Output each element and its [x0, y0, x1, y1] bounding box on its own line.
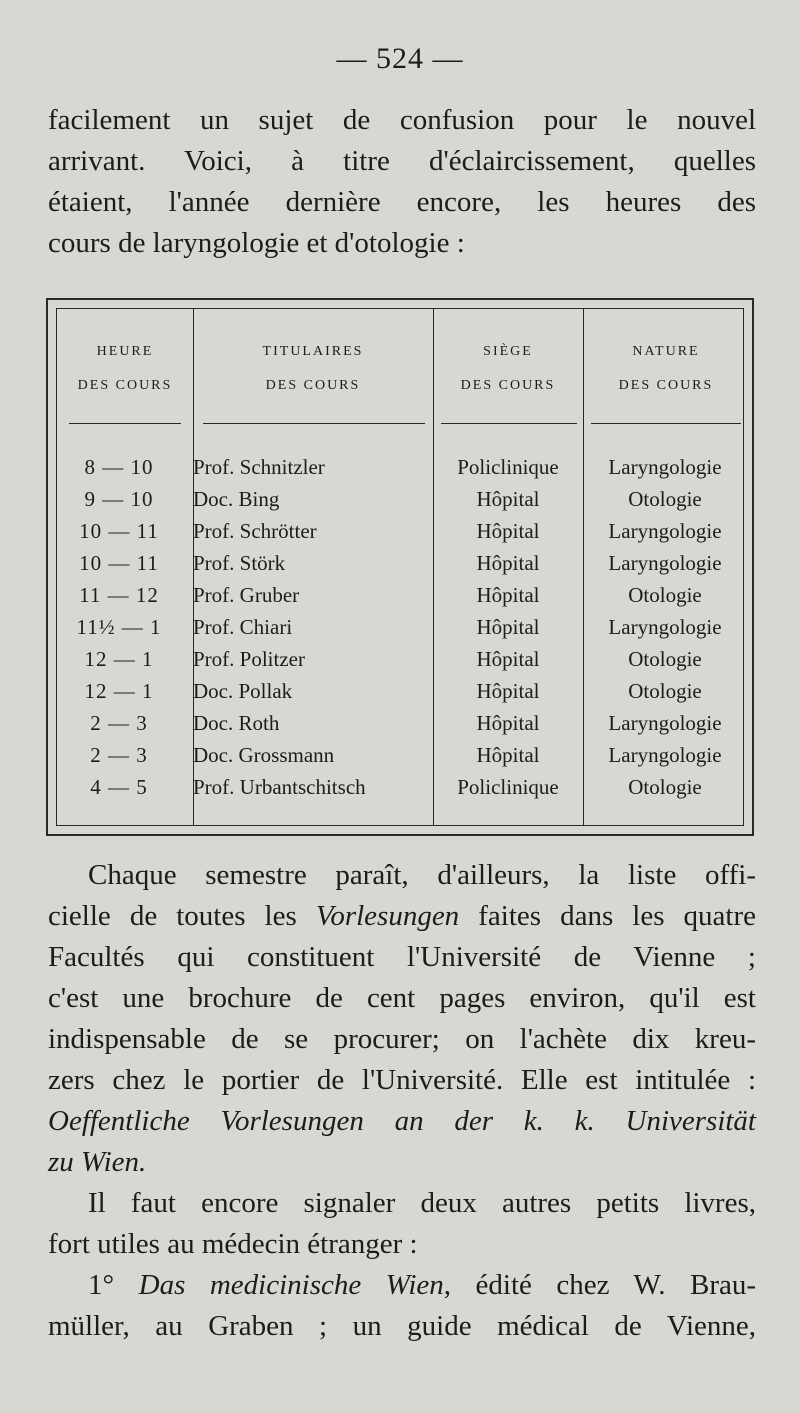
nature-cell: Otologie	[628, 487, 702, 511]
name-cell: Prof. Chiari	[193, 615, 293, 639]
name-cell: Prof. Urbantschitsch	[193, 775, 366, 799]
time-cell: 12 — 1	[84, 679, 154, 703]
text-run: , édité chez W. Brau-	[443, 1269, 757, 1301]
header-rule	[203, 423, 425, 424]
place-cell: Hôpital	[476, 487, 540, 511]
table-inner-border	[56, 308, 744, 826]
place-cell: Hôpital	[476, 743, 540, 767]
header-line: DES COURS	[265, 378, 361, 393]
text-line: Chaque semestre paraît, d'ailleurs, la liste offi-	[88, 859, 756, 891]
name-cell: Prof. Schnitzler	[193, 455, 325, 479]
page-number: — 524 —	[336, 42, 464, 75]
header-line: HEURE	[96, 344, 154, 359]
header-titulaires	[193, 335, 433, 403]
table-row	[57, 451, 749, 483]
header-line: DES COURS	[618, 378, 714, 393]
name-cell: Prof. Schrötter	[193, 519, 317, 543]
name-cell: Prof. Störk	[193, 551, 286, 575]
nature-cell: Laryngologie	[608, 519, 722, 543]
header-line: DES COURS	[460, 378, 556, 393]
table-row	[57, 675, 749, 707]
place-cell: Hôpital	[476, 711, 540, 735]
header-line: TITULAIRES	[262, 344, 364, 359]
name-cell: Doc. Pollak	[193, 679, 293, 703]
text-line: müller, au Graben ; un guide médical de Vienne,	[48, 1310, 756, 1342]
text-line	[48, 1265, 756, 1306]
text-line: Facultés qui constituent l'Université de Vienne ;	[48, 941, 756, 973]
name-cell: Prof. Politzer	[193, 647, 305, 671]
nature-cell: Laryngologie	[608, 551, 722, 575]
header-nature	[583, 335, 749, 403]
text-line: fort utiles au médecin étranger :	[48, 1228, 418, 1260]
course-schedule-table	[46, 298, 754, 836]
name-cell: Doc. Bing	[193, 487, 280, 511]
nature-cell: Laryngologie	[608, 615, 722, 639]
text-line: cours de laryngologie et d'otologie :	[48, 227, 465, 259]
time-cell: 11 — 12	[79, 583, 159, 607]
nature-cell: Laryngologie	[608, 711, 722, 735]
table-row	[57, 483, 749, 515]
place-cell: Policlinique	[457, 455, 559, 479]
nature-cell: Otologie	[628, 679, 702, 703]
second-paragraph	[48, 855, 756, 1183]
time-cell: 8 — 10	[84, 455, 154, 479]
italic-title: Das medicinische Wien	[138, 1269, 444, 1301]
text-line: arrivant. Voici, à titre d'éclaircissement, quelles	[48, 145, 756, 177]
place-cell: Hôpital	[476, 551, 540, 575]
text-line: zers chez le portier de l'Université. Elle est intitulée :	[48, 1064, 756, 1096]
text-line: Il faut encore signaler deux autres petits livres,	[88, 1187, 756, 1219]
intro-paragraph	[48, 100, 756, 264]
header-line: DES COURS	[77, 378, 173, 393]
italic-term: Vorlesungen	[315, 900, 460, 932]
table-row	[57, 547, 749, 579]
time-cell: 12 — 1	[84, 647, 154, 671]
header-siege	[433, 335, 583, 403]
place-cell: Hôpital	[476, 615, 540, 639]
time-cell: 4 — 5	[90, 775, 148, 799]
place-cell: Hôpital	[476, 679, 540, 703]
header-line: SIÈGE	[483, 344, 533, 359]
place-cell: Hôpital	[476, 583, 540, 607]
table-row	[57, 579, 749, 611]
text-run: faites dans les quatre	[459, 900, 756, 932]
header-line: NATURE	[632, 344, 700, 359]
time-cell: 11½ — 1	[76, 615, 162, 639]
header-rule	[591, 423, 741, 424]
italic-title: zu Wien.	[48, 1146, 147, 1178]
text-line	[48, 1142, 756, 1183]
table-row	[57, 707, 749, 739]
table-row	[57, 771, 749, 803]
header-rule	[441, 423, 577, 424]
table-row	[57, 643, 749, 675]
nature-cell: Otologie	[628, 583, 702, 607]
nature-cell: Laryngologie	[608, 743, 722, 767]
time-cell: 2 — 3	[90, 711, 148, 735]
header-time	[57, 335, 193, 403]
text-line: indispensable de se procurer; on l'achète dix kreu-	[48, 1023, 756, 1055]
place-cell: Hôpital	[476, 519, 540, 543]
table-row	[57, 739, 749, 771]
nature-cell: Laryngologie	[608, 455, 722, 479]
text-line: c'est une brochure de cent pages environ, qu'il est	[48, 982, 756, 1014]
italic-title: Oeffentliche Vorlesungen an der k. k. Universität	[48, 1105, 756, 1137]
header-rule	[69, 423, 181, 424]
text-run: cielle de toutes les	[48, 900, 316, 932]
name-cell: Doc. Grossmann	[193, 743, 335, 767]
text-run: 1°	[88, 1269, 139, 1301]
table-row	[57, 611, 749, 643]
time-cell: 10 — 11	[79, 551, 159, 575]
text-line	[48, 1101, 756, 1142]
text-line	[48, 896, 756, 937]
text-line: étaient, l'année dernière encore, les heures des	[48, 186, 756, 218]
name-cell: Doc. Roth	[193, 711, 280, 735]
nature-cell: Otologie	[628, 775, 702, 799]
third-paragraph	[48, 1183, 756, 1347]
name-cell: Prof. Gruber	[193, 583, 300, 607]
table-row	[57, 515, 749, 547]
time-cell: 9 — 10	[84, 487, 154, 511]
time-cell: 2 — 3	[90, 743, 148, 767]
time-cell: 10 — 11	[79, 519, 159, 543]
place-cell: Policlinique	[457, 775, 559, 799]
place-cell: Hôpital	[476, 647, 540, 671]
nature-cell: Otologie	[628, 647, 702, 671]
text-line: facilement un sujet de confusion pour le nouvel	[48, 104, 756, 136]
